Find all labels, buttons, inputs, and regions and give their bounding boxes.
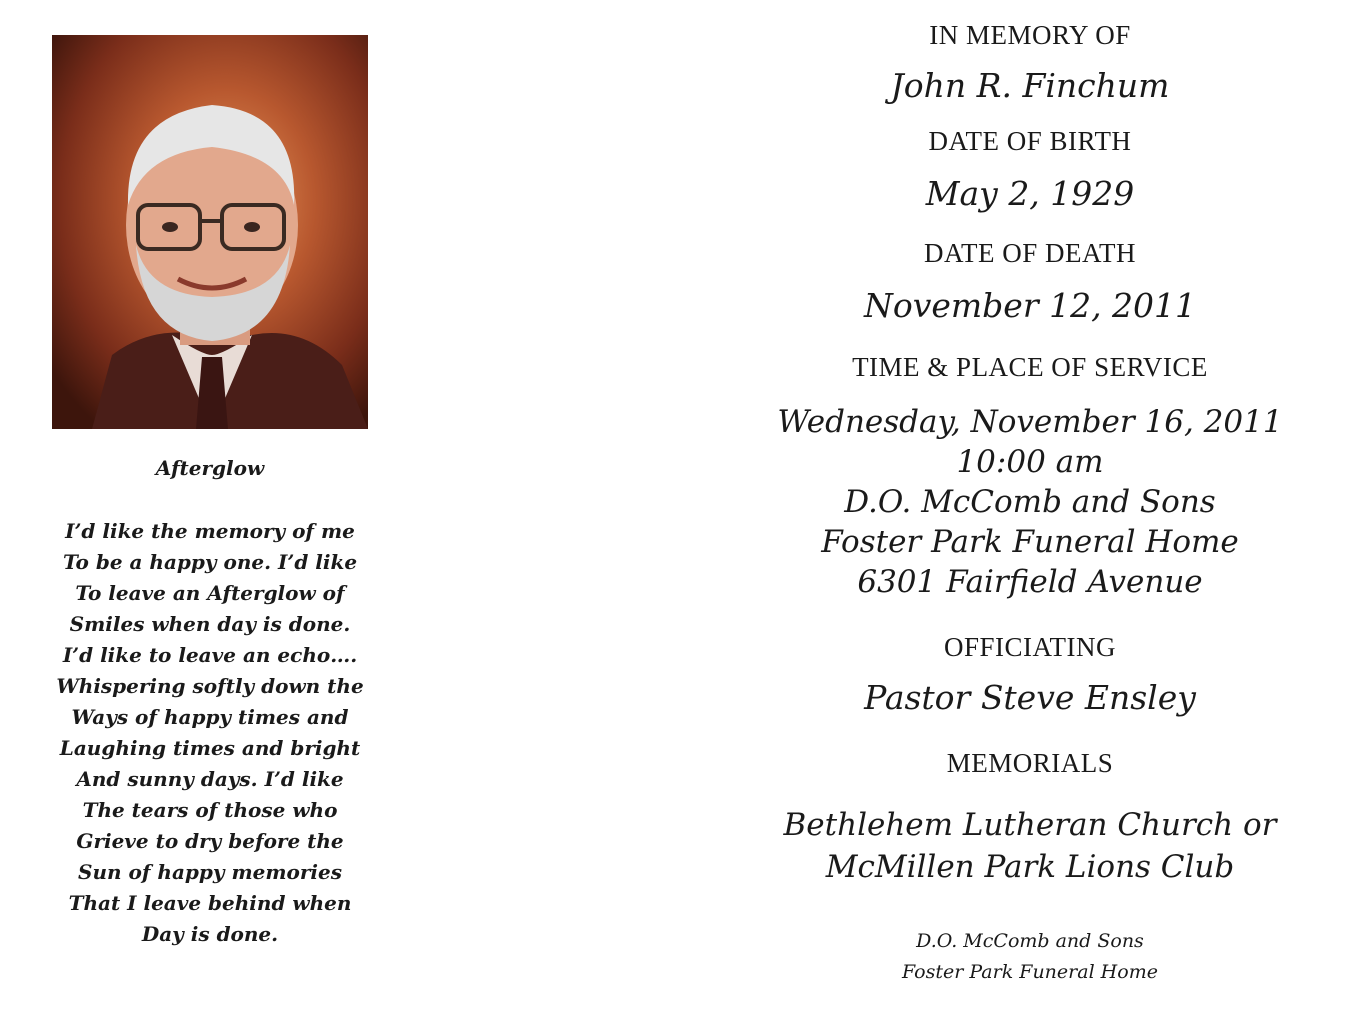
service-heading: TIME & PLACE OF SERVICE [852,352,1208,382]
portrait-illustration [52,35,368,429]
right-panel [700,0,1353,1016]
deceased-name: John R. Finchum [890,66,1170,105]
service-line: Wednesday, November 16, 2011 [777,404,1283,440]
poem-line: I’d like to leave an echo…. [62,643,358,667]
left-panel [0,0,420,1016]
poem-title: Afterglow [155,456,265,480]
poem-line: Sun of happy memories [78,860,342,884]
portrait-photo [52,35,368,429]
in-memory-heading: IN MEMORY OF [929,20,1131,50]
footer-line: D.O. McComb and Sons [916,930,1144,952]
poem-line: The tears of those who [82,798,338,822]
funeral-home-footer [700,926,1353,988]
memorials-heading: MEMORIALS [946,748,1114,778]
poem-line: And sunny days. I’d like [76,767,344,791]
poem-line: Ways of happy times and [71,705,349,729]
memorial-line: McMillen Park Lions Club [825,849,1235,885]
poem-line: Day is done. [141,922,279,946]
service-line: 6301 Fairfield Avenue [857,564,1203,600]
memorial-line: Bethlehem Lutheran Church or [783,807,1277,843]
poem-line: That I leave behind when [68,891,352,915]
service-details [700,402,1353,602]
poem-line: To leave an Afterglow of [75,581,345,605]
memorials-details [700,804,1353,888]
poem-line: Laughing times and bright [59,736,361,760]
service-line: D.O. McComb and Sons [844,484,1216,520]
service-line: 10:00 am [956,444,1104,480]
officiating-heading: OFFICIATING [943,632,1116,662]
poem-text [0,516,420,950]
death-date: November 12, 2011 [863,286,1197,325]
poem-line: Whispering softly down the [56,674,364,698]
birth-date: May 2, 1929 [925,174,1135,213]
poem-line: Grieve to dry before the [76,829,344,853]
poem-line: To be a happy one. I’d like [62,550,358,574]
poem-line: I’d like the memory of me [65,519,355,543]
service-line: Foster Park Funeral Home [821,524,1239,560]
poem-line: Smiles when day is done. [69,612,351,636]
footer-line: Foster Park Funeral Home [902,961,1158,983]
death-heading: DATE OF DEATH [924,238,1136,268]
officiant-name: Pastor Steve Ensley [864,678,1196,717]
birth-heading: DATE OF BIRTH [928,126,1132,156]
